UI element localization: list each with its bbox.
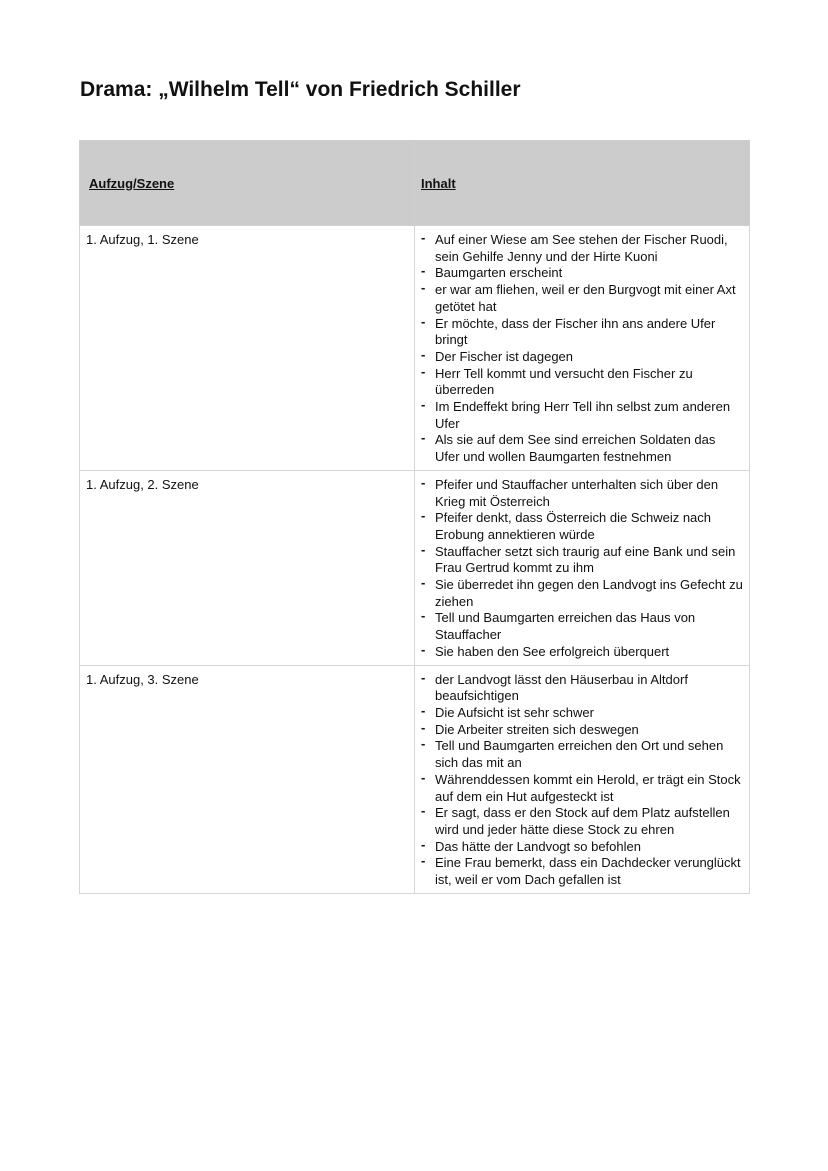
list-item: - Stauffacher setzt sich traurig auf eine Bank und sein Frau Gertrud kommt zu ihm xyxy=(421,544,743,577)
table-row xyxy=(80,665,750,893)
list-item: - der Landvogt lässt den Häuserbau in Altdorf beaufsichtigen xyxy=(421,672,743,705)
list-item: - Die Aufsicht ist sehr schwer xyxy=(421,705,743,722)
list-item: - Als sie auf dem See sind erreichen Soldaten das Ufer und wollen Baumgarten festnehmen xyxy=(421,432,743,465)
list-item: - er war am fliehen, weil er den Burgvogt mit einer Axt getötet hat xyxy=(421,282,743,315)
list-item: - Herr Tell kommt und versucht den Fischer zu überreden xyxy=(421,366,743,399)
list-item: - Die Arbeiter streiten sich deswegen xyxy=(421,722,743,739)
scene-cell: 1. Aufzug, 3. Szene xyxy=(80,665,415,893)
content-list xyxy=(421,232,743,466)
column-header-content: Inhalt xyxy=(415,141,750,226)
scene-cell: 1. Aufzug, 2. Szene xyxy=(80,470,415,665)
list-item: - Währenddessen kommt ein Herold, er trägt ein Stock auf dem ein Hut aufgesteckt ist xyxy=(421,772,743,805)
list-item: - Tell und Baumgarten erreichen das Haus von Stauffacher xyxy=(421,610,743,643)
list-item: - Er möchte, dass der Fischer ihn ans andere Ufer bringt xyxy=(421,316,743,349)
content-list xyxy=(421,477,743,661)
list-item: - Pfeifer denkt, dass Österreich die Schweiz nach Erobung annektieren würde xyxy=(421,510,743,543)
page-title: Drama: „Wilhelm Tell“ von Friedrich Schiller xyxy=(80,78,521,101)
list-item: - Das hätte der Landvogt so befohlen xyxy=(421,839,743,856)
list-item: - Pfeifer und Stauffacher unterhalten sich über den Krieg mit Österreich xyxy=(421,477,743,510)
scene-summary-table xyxy=(79,140,750,894)
table-row xyxy=(80,470,750,665)
scene-cell: 1. Aufzug, 1. Szene xyxy=(80,226,415,471)
list-item: - Im Endeffekt bring Herr Tell ihn selbst zum anderen Ufer xyxy=(421,399,743,432)
list-item: - Sie haben den See erfolgreich überquert xyxy=(421,644,743,661)
table-row xyxy=(80,226,750,471)
content-cell xyxy=(415,665,750,893)
list-item: - Auf einer Wiese am See stehen der Fischer Ruodi, sein Gehilfe Jenny und der Hirte Kuoni xyxy=(421,232,743,265)
table-header-row xyxy=(80,141,750,226)
list-item: - Tell und Baumgarten erreichen den Ort und sehen sich das mit an xyxy=(421,738,743,771)
list-item: - Sie überredet ihn gegen den Landvogt ins Gefecht zu ziehen xyxy=(421,577,743,610)
content-list xyxy=(421,672,743,889)
list-item: - Baumgarten erscheint xyxy=(421,265,743,282)
list-item: - Er sagt, dass er den Stock auf dem Platz aufstellen wird und jeder hätte diese Stock zu ehren xyxy=(421,805,743,838)
content-cell xyxy=(415,470,750,665)
list-item: - Der Fischer ist dagegen xyxy=(421,349,743,366)
list-item: - Eine Frau bemerkt, dass ein Dachdecker verunglückt ist, weil er vom Dach gefallen ist xyxy=(421,855,743,888)
column-header-scene: Aufzug/Szene xyxy=(80,141,415,226)
content-cell xyxy=(415,226,750,471)
